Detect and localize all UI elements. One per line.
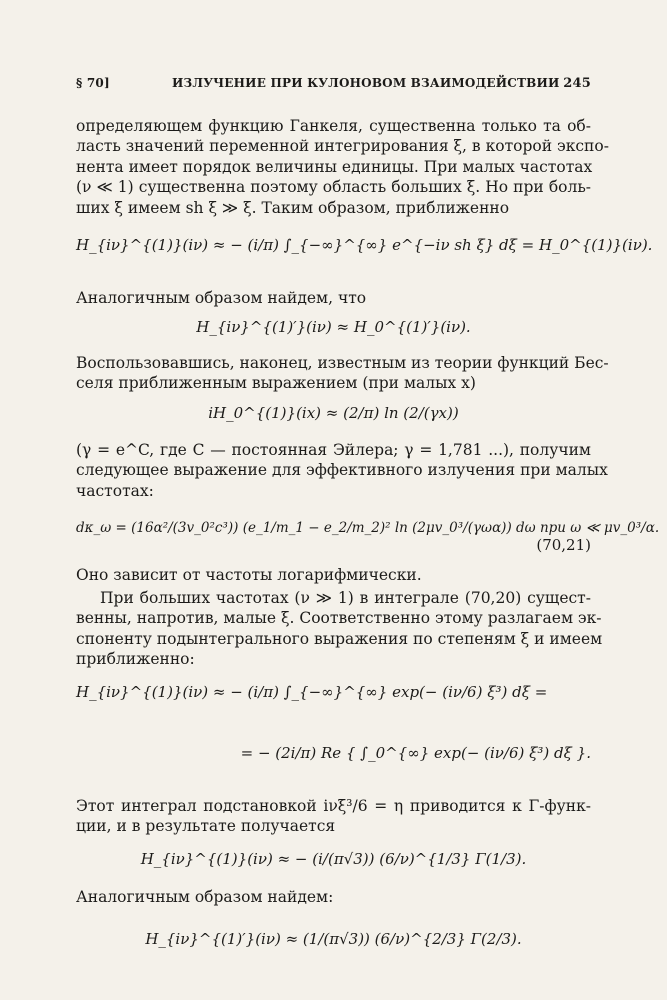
- equation-5b: [76, 744, 591, 762]
- running-title: ИЗЛУЧЕНИЕ ПРИ КУЛОНОВОМ ВЗАИМОДЕЙСТВИИ: [172, 76, 560, 90]
- paragraph-1: [76, 116, 609, 218]
- equation-text: H_{iν}^{(1)}(iν) ≈ − (i/(π√3)) (6/ν)^{1/3} Γ(1/3).: [140, 850, 527, 868]
- running-header: [76, 76, 591, 98]
- equation-1: [76, 236, 653, 254]
- text-line: (ν ≪ 1) существенна поэтому область больших ξ. Но при боль-: [76, 178, 591, 197]
- text-line: споненту подынтегрального выражения по степеням ξ и имеем: [76, 629, 603, 648]
- text-line: ших ξ имеем sh ξ ≫ ξ. Таким образом, приближенно: [76, 198, 510, 217]
- paragraph-4: [76, 440, 608, 501]
- text-line: Аналогичным образом найдем, что: [76, 289, 367, 307]
- text-line: Воспользовавшись, наконец, известным из теории функций Бес-: [76, 354, 609, 372]
- paragraph-6: [76, 588, 603, 670]
- text-line: (γ = e^C, где C — постоянная Эйлера; γ = 1,781 ...), получим: [76, 441, 591, 459]
- equation-7: [76, 930, 591, 948]
- text-line: селя приближенным выражением (при малых x): [76, 374, 476, 393]
- text-line: ции, и в результате получается: [76, 817, 336, 836]
- section-marker: § 70]: [76, 76, 110, 90]
- equation-5a: [76, 683, 591, 701]
- equation-2: [76, 318, 591, 336]
- equation-text: iH_0^{(1)}(ix) ≈ (2/π) ln (2/(γx)): [208, 404, 459, 422]
- text-line: Этот интеграл подстановкой iνξ³/6 = η приводится к Γ-функ-: [76, 797, 591, 815]
- text-line: частотах:: [76, 481, 154, 500]
- page-number: 245: [563, 76, 591, 91]
- paragraph-8: [76, 887, 591, 907]
- equation-text: H_{iν}^{(1)′}(iν) ≈ H_0^{(1)′}(iν).: [196, 318, 471, 336]
- paragraph-7: [76, 796, 591, 837]
- equation-text: = − (2i/π) Re { ∫_0^{∞} exp(− (iν/6) ξ³) dξ }.: [240, 744, 591, 762]
- equation-4: [76, 518, 660, 554]
- text-line: Оно зависит от частоты логарифмически.: [76, 566, 422, 584]
- equation-text: H_{iν}^{(1)}(iν) ≈ − (i/π) ∫_{−∞}^{∞} exp(− (iν/6) ξ³) dξ =: [76, 683, 548, 701]
- equation-3: [76, 404, 591, 422]
- text-line: ласть значений переменной интегрирования ξ, в которой экспо-: [76, 137, 609, 156]
- paragraph-2: [76, 288, 591, 308]
- paragraph-3: [76, 353, 609, 394]
- equation-6: [76, 850, 591, 868]
- text-line: нента имеет порядок величины единицы. При малых частотах: [76, 157, 593, 176]
- text-line: Аналогичным образом найдем:: [76, 888, 334, 906]
- text-line: следующее выражение для эффективного излучения при малых: [76, 461, 608, 480]
- equation-text: dκ_ω = (16α²/(3v_0²c³)) (e_1/m_1 − e_2/m_2)² ln (2μv_0³/(γωα)) dω при ω ≪ μv_0³/α.: [76, 520, 660, 536]
- equation-number: (70,21): [536, 536, 591, 554]
- text-line: определяющем функцию Ганкеля, существенна только та об-: [76, 117, 591, 135]
- text-line: При больших частотах (ν ≫ 1) в интеграле (70,20) сущест-: [100, 589, 591, 607]
- text-line: венны, напротив, малые ξ. Соответственно этому разлагаем эк-: [76, 609, 602, 628]
- text-line: приближенно:: [76, 650, 195, 669]
- equation-text: H_{iν}^{(1)′}(iν) ≈ (1/(π√3)) (6/ν)^{2/3} Γ(2/3).: [145, 930, 522, 948]
- paragraph-5: [76, 565, 591, 585]
- equation-text: H_{iν}^{(1)}(iν) ≈ − (i/π) ∫_{−∞}^{∞} e^{−iν sh ξ} dξ = H_0^{(1)}(iν).: [76, 236, 653, 254]
